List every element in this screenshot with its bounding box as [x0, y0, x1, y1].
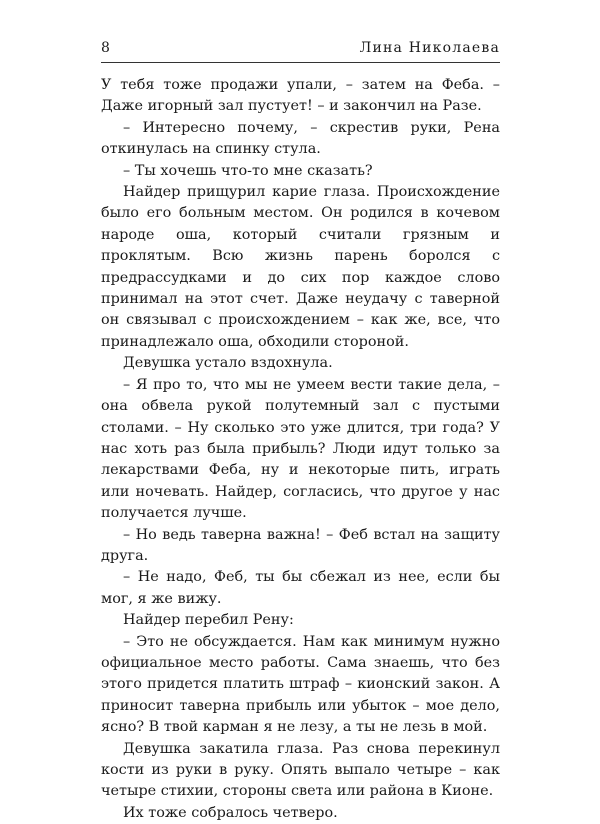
- paragraph: Найдер перебил Рену:: [123, 612, 294, 629]
- paragraph: – Я про то, что мы не умеем вести такие дела, – она обвела рукой полутемный зал с пустыми столами. – Ну сколько это уже длится, три года? У нас хоть раз была прибыль? Люди идут только за лекарствами Феба, ну и некоторые пить, играть или ночевать. Найдер, согласись, что другое у нас получается лучше.: [101, 376, 500, 522]
- paragraph: – Интересно почему, – скрестив руки, Рена откинулась на спинку стула.: [101, 119, 500, 158]
- paragraph: – Это не обсуждается. Нам как минимум нужно официальное место работы. Сама знаешь, что без этого придется платить штраф – кионский закон. А приносит таверна прибыль или убыток – мое дело, ясно? В твой карман я не лезу, а ты не лезь в мой.: [101, 633, 500, 736]
- paragraph: – Ты хочешь что-то мне сказать?: [123, 162, 373, 179]
- paragraph: Девушка закатила глаза. Раз снова перекинул кости из руки в руку. Опять выпало четыре – как четыре стихии, стороны света или района в Кионе.: [101, 740, 500, 800]
- page-number: 8: [101, 40, 111, 56]
- paragraph: Их тоже собралось четверо.: [123, 804, 338, 821]
- book-page: [101, 36, 500, 821]
- paragraph: Девушка устало вздохнула.: [123, 355, 333, 372]
- body-text: [101, 75, 500, 824]
- page-header: [101, 36, 500, 63]
- paragraph: Найдер прищурил карие глаза. Происхождение было его больным местом. Он родился в кочевом народе оша, который считали грязным и проклятым. Всю жизнь парень боролся с предрассудками и до сих пор каждое слово принимал на этот счет. Даже неудачу с таверной он связывал с происхождением – как же, все, что принадлежало оша, обходили стороной.: [101, 184, 500, 350]
- paragraph: У тебя тоже продажи упали, – затем на Феба. – Даже игорный зал пустует! – и закончил на Разе.: [101, 77, 500, 115]
- paragraph: – Не надо, Феб, ты бы сбежал из нее, если бы мог, я же вижу.: [101, 569, 500, 607]
- running-title: Лина Николаева: [359, 40, 500, 56]
- paragraph: – Но ведь таверна важна! – Феб встал на защиту друга.: [101, 526, 500, 564]
